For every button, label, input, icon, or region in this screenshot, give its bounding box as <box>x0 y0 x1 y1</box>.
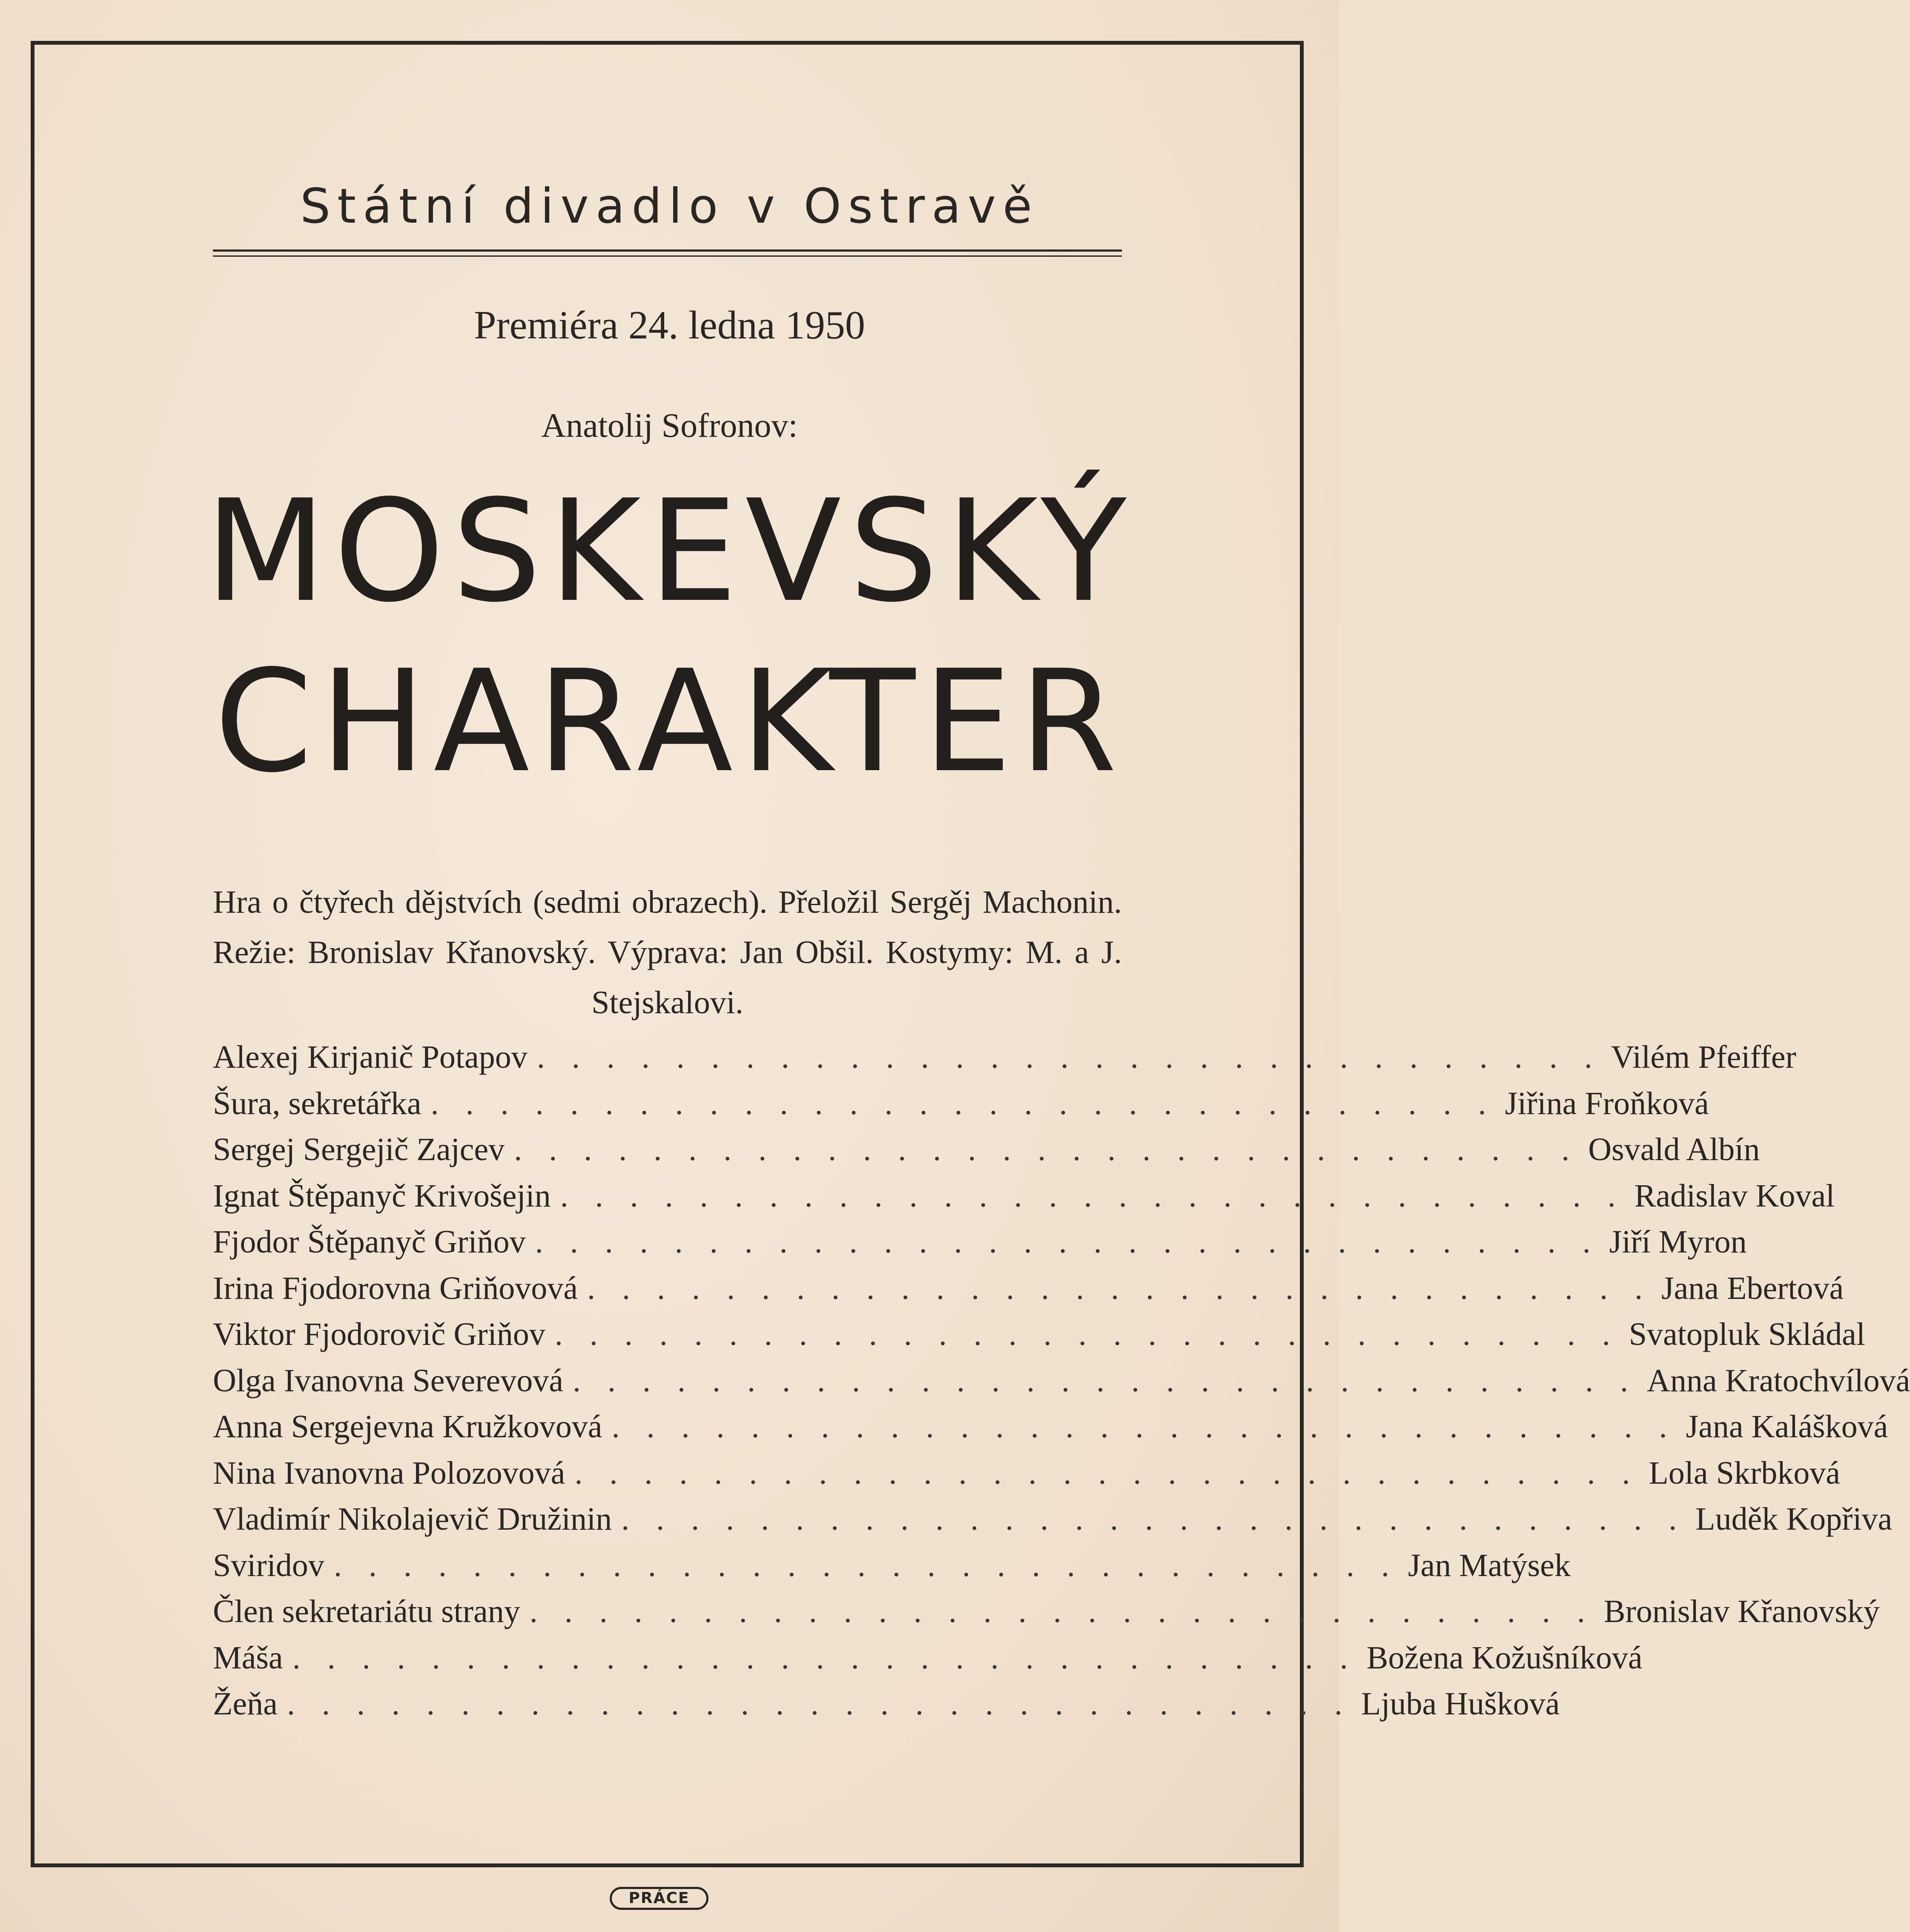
cast-role: Viktor Fjodorovič Griňov <box>213 1316 545 1352</box>
cast-row <box>213 1178 1835 1224</box>
title-rule-thin <box>213 255 1122 257</box>
cast-role: Ignat Štěpanyč Krivošejin <box>213 1178 551 1214</box>
cast-row <box>213 1408 1888 1455</box>
play-title-line2: CHARAKTER <box>214 640 1125 803</box>
cast-row <box>213 1640 1643 1686</box>
cast-actor: Radislav Koval <box>1634 1178 1835 1214</box>
cast-role: Sviridov <box>213 1547 324 1583</box>
author: Anatolij Sofronov: <box>541 407 798 444</box>
cast-row <box>213 1547 1571 1594</box>
cast-row <box>213 1039 1796 1085</box>
cast-row <box>213 1362 1910 1409</box>
theater-name: Státní divadlo v Ostravě <box>300 179 1039 234</box>
leader-dots: . . . . . . . . . . . . . . . . . . . . . . . . . . . . . . . <box>536 1039 1602 1075</box>
leader-dots: . . . . . . . . . . . . . . . . . . . . . . . . . . . . . . . <box>574 1455 1640 1491</box>
leader-dots: . . . . . . . . . . . . . . . . . . . . . . . . . . . . . . . <box>554 1316 1620 1352</box>
cast-role: Irina Fjodorovna Griňovová <box>213 1270 578 1306</box>
cast-role: Člen sekretariátu strany <box>213 1594 520 1629</box>
leader-dots: . . . . . . . . . . . . . . . . . . . . . . . . . . . . . . . <box>333 1547 1399 1583</box>
premiere-date: Premiéra 24. ledna 1950 <box>474 303 865 347</box>
cast-role: Šura, sekretářka <box>213 1085 422 1121</box>
cast-actor: Jana Kalášková <box>1686 1409 1888 1445</box>
cast-row <box>213 1455 1840 1501</box>
cast-actor: Luděk Kopřiva <box>1695 1501 1893 1537</box>
cast-actor: Osvald Albín <box>1588 1132 1760 1167</box>
cast-row <box>213 1316 1865 1362</box>
cast-actor: Anna Kratochvílová <box>1647 1362 1910 1399</box>
play-title-line1: MOSKEVSKÝ <box>205 470 1134 633</box>
leader-dots: . . . . . . . . . . . . . . . . . . . . . . . . . . . . . . . <box>535 1224 1600 1260</box>
cast-role: Fjodor Štěpanyč Griňov <box>213 1224 526 1260</box>
cast-actor: Jiří Myron <box>1609 1224 1747 1260</box>
leader-dots: . . . . . . . . . . . . . . . . . . . . . . . . . . . . . . . <box>430 1085 1496 1121</box>
cast-list <box>213 1039 1910 1732</box>
cast-role: Vladimír Nikolajevič Družinin <box>213 1501 612 1537</box>
cast-role: Máša <box>213 1640 283 1676</box>
leader-dots: . . . . . . . . . . . . . . . . . . . . . . . . . . . . . . . <box>573 1362 1638 1399</box>
cast-role: Nina Ivanovna Polozovová <box>213 1455 565 1491</box>
leader-dots: . . . . . . . . . . . . . . . . . . . . . . . . . . . . . . . <box>287 1686 1352 1722</box>
cast-actor: Božena Kožušníková <box>1366 1640 1643 1676</box>
cast-row <box>213 1224 1747 1270</box>
cast-row <box>213 1685 1560 1732</box>
leader-dots: . . . . . . . . . . . . . . . . . . . . . . . . . . . . . . . <box>621 1501 1686 1537</box>
cast-role: Alexej Kirjanič Potapov <box>213 1039 528 1075</box>
cast-actor: Jiřina Froňková <box>1505 1085 1709 1121</box>
leader-dots: . . . . . . . . . . . . . . . . . . . . . . . . . . . . . . . <box>611 1409 1677 1445</box>
cast-actor: Jana Ebertová <box>1661 1270 1844 1306</box>
leader-dots: . . . . . . . . . . . . . . . . . . . . . . . . . . . . . . . <box>529 1594 1595 1629</box>
cast-actor: Lola Skrbková <box>1649 1455 1840 1491</box>
cast-row <box>213 1501 1893 1547</box>
cast-role: Anna Sergejevna Kružkovová <box>213 1409 602 1445</box>
cast-role: Olga Ivanovna Severevová <box>213 1362 564 1399</box>
cast-actor: Ljuba Hušková <box>1361 1686 1560 1722</box>
cast-actor: Vilém Pfeiffer <box>1611 1039 1796 1075</box>
leader-dots: . . . . . . . . . . . . . . . . . . . . . . . . . . . . . . . <box>587 1270 1652 1306</box>
cast-row <box>213 1270 1844 1316</box>
leader-dots: . . . . . . . . . . . . . . . . . . . . . . . . . . . . . . . <box>560 1178 1625 1214</box>
cast-actor: Bronislav Křanovský <box>1603 1594 1880 1629</box>
printer-mark: PRÁCE <box>610 1887 708 1910</box>
title-rule <box>213 249 1122 252</box>
cast-row <box>213 1593 1880 1640</box>
cast-row <box>213 1085 1709 1132</box>
cast-role: Žeňa <box>213 1686 278 1722</box>
leader-dots: . . . . . . . . . . . . . . . . . . . . . . . . . . . . . . . <box>292 1640 1357 1676</box>
leader-dots: . . . . . . . . . . . . . . . . . . . . . . . . . . . . . . . <box>514 1132 1579 1167</box>
cast-row <box>213 1131 1760 1178</box>
production-credits: Hra o čtyřech dějstvích (sedmi obrazech). Přeložil Sergěj Machonin. Režie: Bronislav Křanovský. Výprava: Jan Obšil. Kostymy: M. a J. Stejskalovi. <box>213 884 1122 1020</box>
cast-role: Sergej Sergejič Zajcev <box>213 1132 505 1167</box>
cast-actor: Svatopluk Skládal <box>1629 1316 1865 1352</box>
cast-actor: Jan Matýsek <box>1408 1547 1571 1583</box>
